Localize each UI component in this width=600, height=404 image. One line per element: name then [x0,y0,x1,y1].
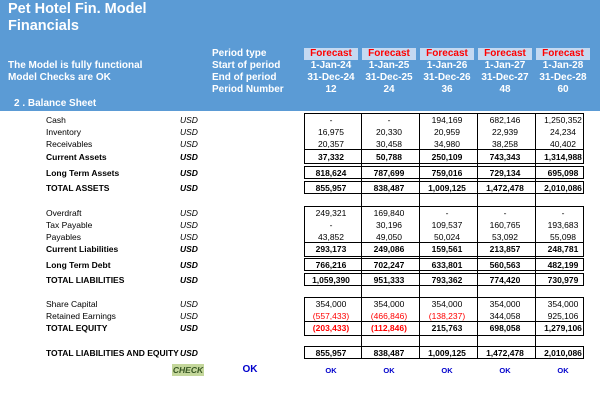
row-unit: USD [180,348,198,358]
value-cell: 695,098 [547,168,579,178]
value-cell: 37,332 [318,152,344,162]
period-start-2: 1-Jan-25 [368,60,410,71]
period-type-2: Forecast [362,48,416,60]
overall-ok: OK [242,364,258,375]
header-band [0,0,600,111]
value-cell: 249,086 [373,244,405,254]
row-label: Receivables [46,139,93,149]
row-unit: USD [180,139,198,149]
value-cell: 560,563 [489,260,521,270]
value-cell: 38,258 [492,139,518,149]
value-cell: - [387,115,391,125]
value-cell: 213,857 [489,244,521,254]
row-label: TOTAL LIABILITIES AND EQUITY [46,348,179,358]
check-ok-4: OK [499,366,511,375]
status-checks: Model Checks are OK [8,72,111,83]
value-cell: 354,000 [315,299,347,309]
table-row [0,347,600,359]
value-cell: 2,010,086 [544,348,582,358]
value-cell: 925,106 [547,311,579,321]
value-cell: 1,472,478 [486,348,524,358]
value-cell: 774,420 [489,275,521,285]
row-unit: USD [180,208,198,218]
value-cell: 50,788 [376,152,402,162]
value-cell: 2,010,086 [544,183,582,193]
value-cell: 30,196 [376,220,402,230]
value-cell: 633,801 [431,260,463,270]
period-number-4: 48 [499,84,511,95]
value-cell: 354,000 [431,299,463,309]
value-cell: 743,343 [489,152,521,162]
check-label: CHECK [172,365,204,375]
value-cell: 730,979 [547,275,579,285]
value-cell: 482,199 [547,260,579,270]
value-cell: 787,699 [373,168,405,178]
value-cell: 838,487 [373,183,405,193]
check-ok-5: OK [557,366,569,375]
period-end-1: 31-Dec-24 [307,72,355,83]
value-cell: 766,216 [315,260,347,270]
value-cell: 698,058 [489,323,521,333]
value-cell: 16,975 [318,127,344,137]
model-title [8,1,147,35]
period-type-5: Forecast [536,48,590,60]
table-row [0,231,600,243]
table-row [0,243,600,255]
row-label: TOTAL LIABILITIES [46,275,125,285]
table-row [0,207,600,219]
value-cell: 1,059,390 [312,275,350,285]
value-cell: 702,247 [373,260,405,270]
value-cell: 193,683 [547,220,579,230]
row-label: TOTAL ASSETS [46,183,110,193]
check-ok-1: OK [325,366,337,375]
value-cell: 682,146 [489,115,521,125]
value-cell: 855,957 [315,183,347,193]
row-unit: USD [180,299,198,309]
row-unit: USD [180,220,198,230]
period-type-1: Forecast [304,48,358,60]
row-unit: USD [180,115,198,125]
row-label: Inventory [46,127,81,137]
value-cell: 40,402 [550,139,576,149]
row-label: Long Term Debt [46,260,111,270]
period-end-3: 31-Dec-26 [423,72,471,83]
value-cell: (466,846) [370,311,408,321]
value-cell: (203,433) [312,323,350,333]
table-row [0,167,600,179]
row-unit: USD [180,152,198,162]
value-cell: - [561,208,565,218]
period-start-1: 1-Jan-24 [310,60,352,71]
row-unit: USD [180,168,198,178]
value-cell: 1,009,125 [428,183,466,193]
period-end-4: 31-Dec-27 [481,72,529,83]
value-cell: 759,016 [431,168,463,178]
period-start-3: 1-Jan-26 [426,60,468,71]
row-unit: USD [180,323,198,333]
value-cell: 293,173 [315,244,347,254]
value-cell: 30,458 [376,139,402,149]
section-title: 2 . Balance Sheet [14,98,97,109]
table-row [0,126,600,138]
value-cell: 354,000 [489,299,521,309]
table-row [0,310,600,322]
value-cell: 194,169 [431,115,463,125]
value-cell: 22,939 [492,127,518,137]
value-cell: (557,433) [312,311,350,321]
value-cell: 1,472,478 [486,183,524,193]
status-functional: The Model is fully functional [8,60,143,71]
value-cell: 1,314,988 [544,152,582,162]
table-row [0,182,600,194]
value-cell: 49,050 [376,232,402,242]
label-period-number: Period Number [212,84,284,95]
row-unit: USD [180,311,198,321]
value-cell: (112,846) [371,323,407,333]
value-cell: 838,487 [373,348,405,358]
value-cell: 793,362 [431,275,463,285]
value-cell: 344,058 [489,311,521,321]
check-ok-3: OK [441,366,453,375]
value-cell: 1,250,352 [544,115,582,125]
value-cell: 55,098 [550,232,576,242]
value-cell: 855,957 [315,348,347,358]
period-type-3: Forecast [420,48,474,60]
period-start-4: 1-Jan-27 [484,60,526,71]
value-cell: - [503,208,507,218]
value-cell: 160,765 [489,220,521,230]
value-cell: 169,840 [373,208,405,218]
title-line-1: Pet Hotel Fin. Model [8,1,147,17]
row-label: Payables [46,232,81,242]
table-row [0,274,600,286]
row-label: TOTAL EQUITY [46,323,108,333]
row-label: Long Term Assets [46,168,120,178]
value-cell: 20,959 [434,127,460,137]
title-line-2: Financials [8,18,79,34]
row-label: Current Assets [46,152,107,162]
value-cell: 20,330 [376,127,402,137]
table-row [0,219,600,231]
value-cell: - [445,208,449,218]
value-cell: 109,537 [431,220,463,230]
row-unit: USD [180,127,198,137]
row-label: Overdraft [46,208,82,218]
value-cell: 354,000 [547,299,579,309]
table-row [0,114,600,126]
value-cell: 729,134 [489,168,521,178]
table-row [0,259,600,271]
table-row [0,298,600,310]
row-label: Tax Payable [46,220,93,230]
value-cell: 53,092 [492,232,518,242]
value-cell: 24,234 [550,127,576,137]
row-unit: USD [180,244,198,254]
value-cell: 159,561 [431,244,463,254]
value-cell: 248,781 [547,244,579,254]
value-cell: 354,000 [373,299,405,309]
period-end-5: 31-Dec-28 [539,72,587,83]
value-cell: - [329,220,333,230]
label-period-type: Period type [212,48,267,59]
period-number-5: 60 [557,84,569,95]
value-cell: 34,980 [434,139,460,149]
period-number-3: 36 [441,84,453,95]
value-cell: 1,009,125 [428,348,466,358]
value-cell: 250,109 [431,152,463,162]
table-row [0,151,600,163]
value-cell: 43,852 [318,232,344,242]
value-cell: 20,357 [318,139,344,149]
row-unit: USD [180,260,198,270]
period-type-4: Forecast [478,48,532,60]
row-label: Retained Earnings [46,311,116,321]
value-cell: 951,333 [373,275,405,285]
period-end-2: 31-Dec-25 [365,72,413,83]
period-number-2: 24 [383,84,395,95]
row-unit: USD [180,275,198,285]
check-ok-2: OK [383,366,395,375]
table-row [0,322,600,334]
value-cell: 50,024 [434,232,460,242]
row-label: Cash [46,115,66,125]
row-label: Share Capital [46,299,98,309]
row-label: Current Liabilities [46,244,119,254]
table-row [0,138,600,150]
row-unit: USD [180,183,198,193]
label-start-period: Start of period [212,60,281,71]
value-cell: 818,624 [315,168,347,178]
value-cell: - [329,115,333,125]
period-number-1: 12 [325,84,337,95]
value-cell: 215,763 [431,323,463,333]
value-cell: 249,321 [315,208,347,218]
row-unit: USD [180,232,198,242]
period-start-5: 1-Jan-28 [542,60,584,71]
value-cell: (138,237) [428,311,466,321]
value-cell: 1,279,106 [544,323,582,333]
label-end-period: End of period [212,72,277,83]
